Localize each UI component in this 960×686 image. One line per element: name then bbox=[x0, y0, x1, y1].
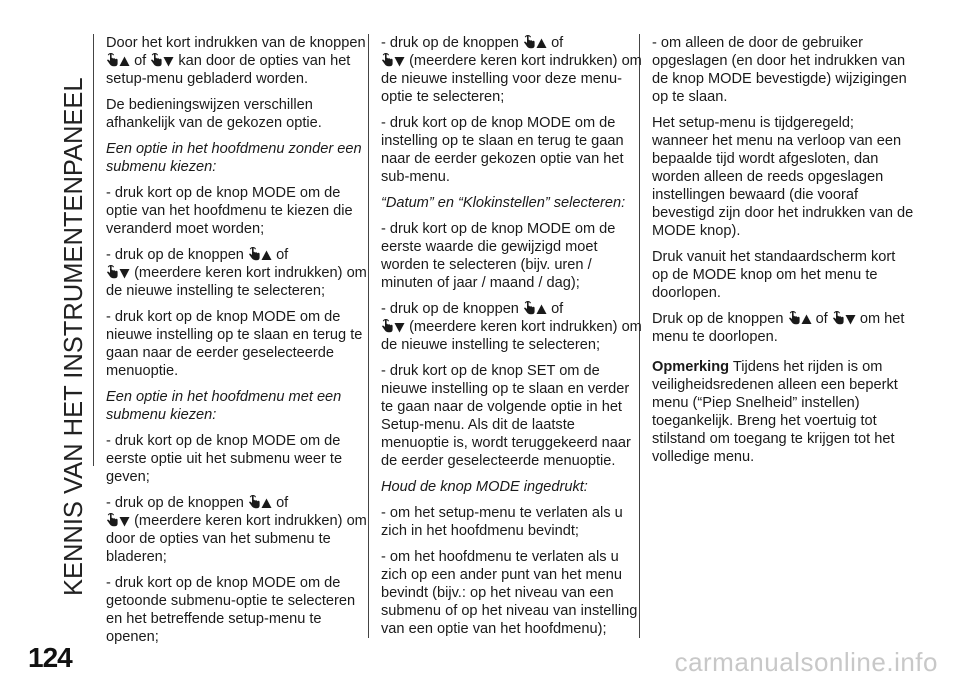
paragraph: - druk kort op de knop MODE om de instelling op te slaan en terug te gaan naar de eerder gekozen optie van het sub-menu. bbox=[381, 115, 624, 185]
subheading: “Datum” en “Klokinstellen” selecteren: bbox=[381, 195, 626, 211]
side-title-text: KENNIS VAN HET INSTRUMENTENPANEEL bbox=[60, 77, 88, 596]
paragraph: - druk kort op de knop MODE om de eerste optie uit het submenu weer te geven; bbox=[106, 433, 343, 485]
paragraph: - druk kort op de knop MODE om de optie van het hoofdmenu te kiezen die veranderd moet worden; bbox=[106, 185, 353, 237]
paragraph: - om het hoofdmenu te verlaten als u zich op een ander punt van het menu bevindt (bijv.: op het niveau van een submenu of op het niveau van instelling van een optie van het hoofdmenu); bbox=[381, 549, 638, 637]
column-divider-1 bbox=[93, 34, 94, 466]
hand-press-icon bbox=[523, 34, 536, 49]
paragraph: - om alleen de door de gebruiker opgeslagen (en door het indrukken van de knop MODE bevestigde) wijzigingen op te slaan. bbox=[652, 35, 907, 105]
hand-press-icon bbox=[248, 246, 261, 261]
text-column-2 bbox=[381, 34, 643, 646]
button-up-symbol bbox=[523, 35, 547, 51]
button-down-symbol bbox=[150, 53, 174, 69]
triangle-up-icon bbox=[801, 314, 812, 325]
note-paragraph bbox=[652, 358, 914, 466]
button-down-symbol bbox=[106, 513, 130, 529]
paragraph: - druk kort op de knop MODE om de getoonde submenu-optie te selecteren en het betreffende setup-menu te openen; bbox=[106, 575, 356, 645]
paragraph: - druk kort op de knop MODE om de nieuwe instelling op te slaan en terug te gaan naar de eerder geselecteerde menuoptie. bbox=[106, 309, 363, 379]
paragraph: Door het kort indrukken van de knoppen of kan door de opties van het setup-menu gebladerd worden. bbox=[106, 35, 366, 87]
button-up-symbol bbox=[248, 495, 272, 511]
subheading: Een optie in het hoofdmenu met een submenu kiezen: bbox=[106, 389, 342, 423]
subheading: Houd de knop MODE ingedrukt: bbox=[381, 479, 588, 495]
triangle-down-icon bbox=[394, 56, 405, 67]
hand-press-icon bbox=[523, 300, 536, 315]
paragraph: De bedieningswijzen verschillen afhankelijk van de gekozen optie. bbox=[106, 97, 322, 131]
hand-press-icon bbox=[150, 52, 163, 67]
button-up-symbol bbox=[248, 247, 272, 263]
hand-press-icon bbox=[106, 512, 119, 527]
triangle-up-icon bbox=[536, 304, 547, 315]
triangle-down-icon bbox=[163, 56, 174, 67]
triangle-up-icon bbox=[119, 56, 130, 67]
column-divider-2 bbox=[368, 34, 369, 638]
hand-press-icon bbox=[106, 264, 119, 279]
subheading: Een optie in het hoofdmenu zonder een submenu kiezen: bbox=[106, 141, 362, 175]
triangle-up-icon bbox=[536, 38, 547, 49]
paragraph: - druk kort op de knop MODE om de eerste waarde die gewijzigd moet worden te selecteren (bijv. uren / minuten of jaar / maand / dag); bbox=[381, 221, 616, 291]
paragraph: Druk op de knoppen of om het menu te doorlopen. bbox=[652, 311, 905, 345]
watermark: carmanualsonline.info bbox=[674, 647, 938, 677]
triangle-down-icon bbox=[394, 322, 405, 333]
hand-press-icon bbox=[788, 310, 801, 325]
paragraph: - druk op de knoppen of (meerdere keren kort indrukken) om de nieuwe instelling voor deze menu-optie te selecteren; bbox=[381, 35, 642, 105]
button-up-symbol bbox=[106, 53, 130, 69]
page-number: 124 bbox=[28, 642, 72, 673]
hand-press-icon bbox=[248, 494, 261, 509]
note-text: Tijdens het rijden is om veiligheidsredenen alleen een beperkt menu (“Piep Snelheid” instellen) toegankelijk. Breng het voertuig tot stilstand om toegang te krijgen tot het volledige menu. bbox=[652, 359, 898, 465]
paragraph: - druk op de knoppen of (meerdere keren kort indrukken) om door de opties van het submenu te bladeren; bbox=[106, 495, 367, 565]
button-up-symbol bbox=[788, 311, 812, 327]
side-title bbox=[60, 36, 100, 596]
text-column-3 bbox=[652, 34, 914, 474]
triangle-up-icon bbox=[261, 250, 272, 261]
hand-press-icon bbox=[106, 52, 119, 67]
hand-press-icon bbox=[381, 52, 394, 67]
hand-press-icon bbox=[381, 318, 394, 333]
triangle-down-icon bbox=[119, 268, 130, 279]
button-down-symbol bbox=[106, 265, 130, 281]
paragraph: - druk op de knoppen of (meerdere keren kort indrukken) om de nieuwe instelling te selecteren; bbox=[106, 247, 367, 299]
triangle-down-icon bbox=[119, 516, 130, 527]
button-down-symbol bbox=[381, 319, 405, 335]
button-up-symbol bbox=[523, 301, 547, 317]
text-column-1 bbox=[106, 34, 368, 654]
note-label: Opmerking bbox=[652, 359, 730, 375]
paragraph: Het setup-menu is tijdgeregeld; wanneer het menu na verloop van een bepaalde tijd wordt afgesloten, dan worden alleen de reeds opgeslagen instellingen bewaard (die vooraf bevestigd zijn door het indrukken van de MODE knop). bbox=[652, 115, 914, 239]
paragraph: Druk vanuit het standaardscherm kort op de MODE knop om het menu te doorlopen. bbox=[652, 249, 896, 301]
button-down-symbol bbox=[832, 311, 856, 327]
triangle-up-icon bbox=[261, 498, 272, 509]
paragraph: - druk kort op de knop SET om de nieuwe instelling op te slaan en verder te gaan naar de volgende optie in het Setup-menu. Als dit de laatste menuoptie is, wordt teruggekeerd naar de eerder geselecteerde menuoptie. bbox=[381, 363, 631, 469]
paragraph: - om het setup-menu te verlaten als u zich in het hoofdmenu bevindt; bbox=[381, 505, 623, 539]
triangle-down-icon bbox=[845, 314, 856, 325]
paragraph: - druk op de knoppen of (meerdere keren kort indrukken) om de nieuwe instelling te selecteren; bbox=[381, 301, 642, 353]
hand-press-icon bbox=[832, 310, 845, 325]
button-down-symbol bbox=[381, 53, 405, 69]
